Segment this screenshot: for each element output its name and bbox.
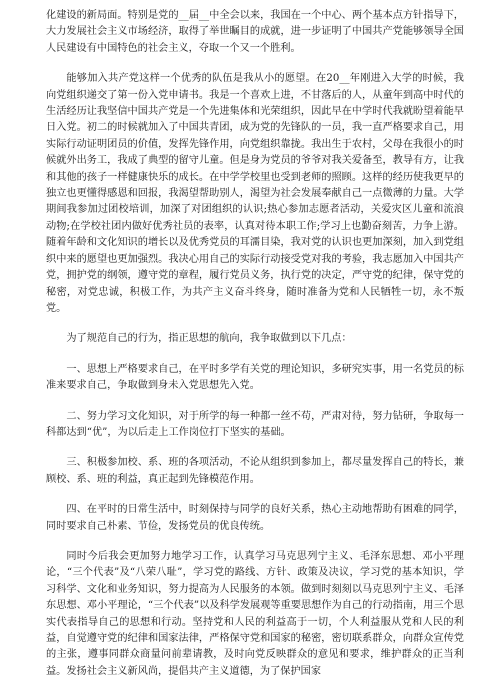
paragraph-point-one: 一、思想上严格要求自己，在平时多学有关党的理论知识，多研究实事，用一名党员的标准来要求自己，争取做到身未入党思想先入党。 — [46, 363, 464, 392]
paragraph-commitment: 同时今后我会更加努力地学习工作，认真学习马克思列宁主义、毛泽东思想、邓小平理论，“三个代表”及“八荣八耻”，学习党的路线、方针、政策及决议，学习党的基本知识，学习科学、文化和业务知识，努力提高为人民服务的本领。做到时刻刻以马克思列宁主义、毛泽东思想、邓小平理论，“三个代表”以及科学发展观等重要思想作为自己的行动指南，用三个思实代表指导自己的思想和行动。坚持党和人民的利益高于一切，个人利益服从党和人民的利益，自觉遵守党的纪律和国家法律，严格保守党和国家的秘密，密切联系群众，向群众宣传党的主张，遵事同群众商量问前辈请教，及时向党反映群众的意见和要求，维护群众的正当利益。发扬社会主义新风尚，提倡共产主义道德，为了保护国家 — [46, 550, 464, 677]
document-page — [0, 8, 500, 677]
paragraph-point-four: 四、在平时的日常生活中，时刻保持与同学的良好关系，热心主动地帮助有困难的同学，同时要求自己朴素、节俭，发扬党员的优良传统。 — [46, 504, 464, 532]
paragraph-point-three: 三、积极参加校、系、班的各项活动，不论从组织到参加上，都尽量发挥自己的特长，兼顾校、系、班的利益，真正起到先锋模范作用。 — [46, 457, 464, 485]
paragraph-intro: 化建设的新局面。特别是党的__届__中全会以来，我国在一个中心、两个基本点方针指导下，大力发展社会主义市场经济，取得了举世瞩目的成就，进一步证明了中国共产党能够领导全国人民建设有中国特色的社会主义，夺取一个又一个胜利。 — [46, 10, 464, 54]
paragraph-motivation: 能够加入共产党这样一个优秀的队伍是我从小的愿望。在20__年刚进入大学的时候，我向党组织递交了第一份入党申请书。我是一个喜欢上进，不甘落后的人，从童年到高中时代的生活经历让我坚信中国共产党是一个先进集体和光荣组织，因此早在中学时代我就盼望着能早日入党。初二的时候就加入了中国共青团，成为党的先锋队的一员，我一直严格要求自己，用实际行动证明团员的价值，发挥先锋作用，向党组织靠拢。我出生于农村，父母在我很小的时候就外出务工，我成了典型的留守儿童。但是身为党员的爷爷对我关爱备至，教导有方，让我和其他的孩子一样健康快乐的成长。在中学学校里也受到老师的照顾。这样的经历使我更早的独立也更懂得感恩和回报，我渴望帮助别人，渴望为社会发展奉献自己一点微薄的力量。大学期间我参加过团校培训，加深了对团组织的认识;热心参加志愿者活动，关爱灾区儿童和流浪动物;在学校社团内做好优秀社员的表率，认真对待本职工作;学习上也勤奋刻苦，力争上游。随着年龄和文化知识的增长以及优秀党员的耳濡目染，我对党的认识也更加深刻，加入到党组织中来的愿望也更加强烈。我决心用自己的实际行动接受党对我的考验，我志愿加入中国共产党，拥护党的纲领，遵守党的章程，履行党员义务，执行党的决定，严守党的纪律，保守党的秘密，对党忠诚，积极工作，为共产主义奋斗终身，随时准备为党和人民牺牲一切，永不叛党。 — [46, 73, 464, 314]
paragraph-goals-intro: 为了规范自己的行为，指正思想的航向，我争取做到以下几点： — [66, 333, 352, 345]
paragraph-point-two: 二、努力学习文化知识，对于所学的每一种都一丝不苟，严肃对待，努力钻研，争取每一科都达到“优”，为以后走上工作岗位打下坚实的基础。 — [46, 410, 464, 438]
